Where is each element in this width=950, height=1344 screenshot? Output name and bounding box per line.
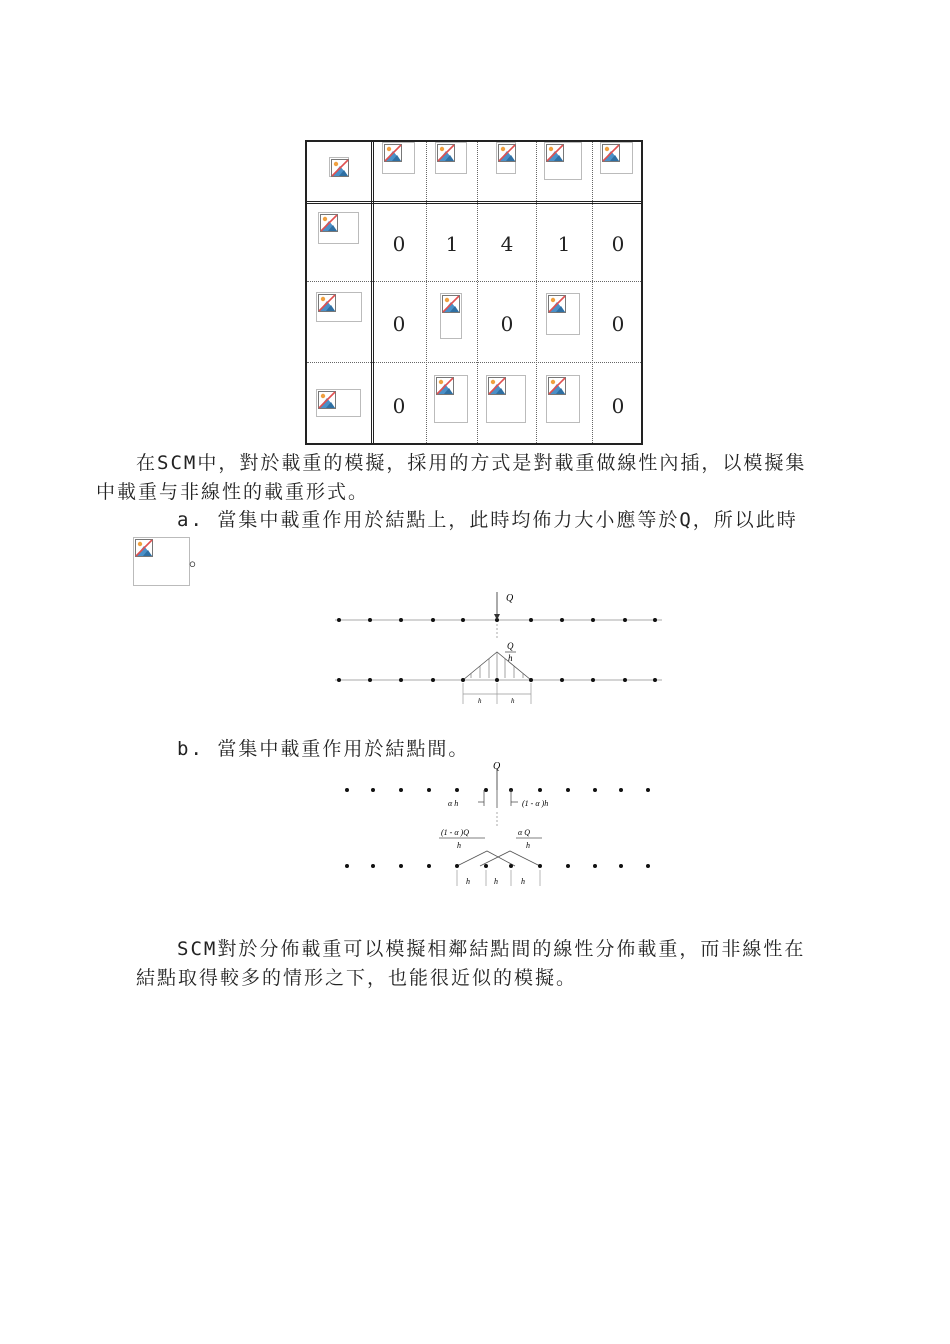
broken-image-icon bbox=[435, 142, 467, 174]
node-dot bbox=[591, 618, 595, 622]
node-dot bbox=[484, 864, 488, 868]
node-dot bbox=[455, 788, 459, 792]
table-cell: 0 bbox=[392, 232, 406, 256]
broken-image-icon bbox=[600, 142, 633, 174]
one-minus-alpha-h-label: (1 - α )h bbox=[522, 799, 549, 808]
table-cell: 0 bbox=[392, 312, 406, 336]
broken-image-icon bbox=[329, 157, 349, 177]
broken-image-icon bbox=[133, 537, 190, 586]
node-dot bbox=[461, 618, 465, 622]
node-dot bbox=[619, 864, 623, 868]
node-dot bbox=[646, 788, 650, 792]
broken-image-icon bbox=[544, 142, 582, 180]
node-dot bbox=[538, 864, 542, 868]
broken-image-icon bbox=[318, 212, 359, 244]
right-load-denominator: h bbox=[526, 841, 530, 850]
list-item-a: a. 當集中載重作用於結點上，此時均佈力大小應等於Q，所以此時 bbox=[177, 509, 798, 531]
broken-image-icon bbox=[434, 375, 468, 423]
node-dot bbox=[345, 788, 349, 792]
table-gridline bbox=[426, 142, 427, 443]
node-dot bbox=[623, 678, 627, 682]
table-gridline bbox=[477, 142, 478, 443]
broken-image-icon bbox=[546, 293, 580, 335]
node-dot bbox=[399, 864, 403, 868]
node-dot bbox=[431, 618, 435, 622]
distributed-denominator: h bbox=[508, 653, 513, 663]
table-cell: 1 bbox=[445, 232, 459, 256]
broken-image-icon bbox=[440, 293, 462, 339]
paragraph-line: 結點取得較多的情形之下，也能很近似的模擬。 bbox=[136, 967, 578, 989]
node-dot bbox=[431, 678, 435, 682]
node-dot bbox=[337, 618, 341, 622]
spacing-label: h bbox=[466, 877, 470, 886]
paragraph-line: 在SCM中，對於載重的模擬，採用的方式是對載重做線性內插，以模擬集 bbox=[136, 452, 807, 474]
node-dot bbox=[646, 864, 650, 868]
broken-image-icon bbox=[546, 375, 580, 423]
table-cell: 0 bbox=[611, 312, 625, 336]
node-dot bbox=[529, 618, 533, 622]
node-dot bbox=[623, 618, 627, 622]
table-cell: 0 bbox=[611, 232, 625, 256]
figure-load-on-node bbox=[330, 588, 670, 708]
spacing-label: h bbox=[511, 697, 515, 705]
spacing-label: h bbox=[521, 877, 525, 886]
table-gridline bbox=[592, 142, 593, 443]
node-dot bbox=[371, 788, 375, 792]
broken-image-icon bbox=[496, 142, 516, 174]
paragraph-line: SCM對於分佈載重可以模擬相鄰結點間的線性分佈載重，而非線性在 bbox=[177, 938, 806, 960]
table-divider bbox=[371, 142, 374, 443]
node-dot bbox=[566, 788, 570, 792]
broken-image-icon bbox=[486, 375, 526, 423]
node-dot bbox=[495, 678, 499, 682]
node-dot bbox=[538, 788, 542, 792]
node-dot bbox=[455, 864, 459, 868]
broken-image-icon bbox=[316, 292, 362, 322]
node-dot bbox=[593, 788, 597, 792]
node-dot bbox=[566, 864, 570, 868]
node-dot bbox=[591, 678, 595, 682]
spacing-label: h bbox=[494, 877, 498, 886]
node-dot bbox=[399, 678, 403, 682]
left-load-numerator: (1 - α )Q bbox=[441, 828, 469, 837]
node-dot bbox=[529, 678, 533, 682]
table-cell: 0 bbox=[611, 394, 625, 418]
alpha-h-label: α h bbox=[448, 799, 459, 808]
load-label: Q bbox=[493, 761, 501, 772]
left-load-denominator: h bbox=[457, 841, 461, 850]
node-dot bbox=[593, 864, 597, 868]
node-dot bbox=[427, 864, 431, 868]
node-dot bbox=[427, 788, 431, 792]
list-item-a-end: 。 bbox=[189, 548, 211, 570]
broken-image-icon bbox=[382, 142, 415, 174]
node-dot bbox=[653, 618, 657, 622]
spacing-label: h bbox=[478, 697, 482, 705]
table-cell: 0 bbox=[500, 312, 514, 336]
node-dot bbox=[484, 788, 488, 792]
distributed-numerator: Q bbox=[507, 641, 514, 651]
table-gridline bbox=[307, 362, 641, 363]
node-dot bbox=[337, 678, 341, 682]
node-dot bbox=[461, 678, 465, 682]
node-dot bbox=[399, 788, 403, 792]
node-dot bbox=[368, 678, 372, 682]
figure-load-between-nodes bbox=[340, 760, 660, 890]
node-dot bbox=[560, 678, 564, 682]
broken-image-icon bbox=[316, 389, 361, 417]
table-gridline bbox=[536, 142, 537, 443]
table-cell: 0 bbox=[392, 394, 406, 418]
node-dot bbox=[368, 618, 372, 622]
node-dot bbox=[560, 618, 564, 622]
table-cell: 1 bbox=[557, 232, 571, 256]
node-dot bbox=[371, 864, 375, 868]
node-dot bbox=[509, 864, 513, 868]
table-divider bbox=[307, 201, 641, 204]
paragraph-line: 中載重与非線性的載重形式。 bbox=[96, 481, 370, 503]
table-cell: 4 bbox=[500, 232, 514, 256]
table-gridline bbox=[307, 281, 641, 282]
node-dot bbox=[619, 788, 623, 792]
node-dot bbox=[653, 678, 657, 682]
node-dot bbox=[345, 864, 349, 868]
load-label: Q bbox=[506, 593, 514, 604]
list-item-b: b. 當集中載重作用於結點間。 bbox=[177, 738, 470, 760]
right-load-numerator: α Q bbox=[518, 828, 530, 837]
node-dot bbox=[399, 618, 403, 622]
